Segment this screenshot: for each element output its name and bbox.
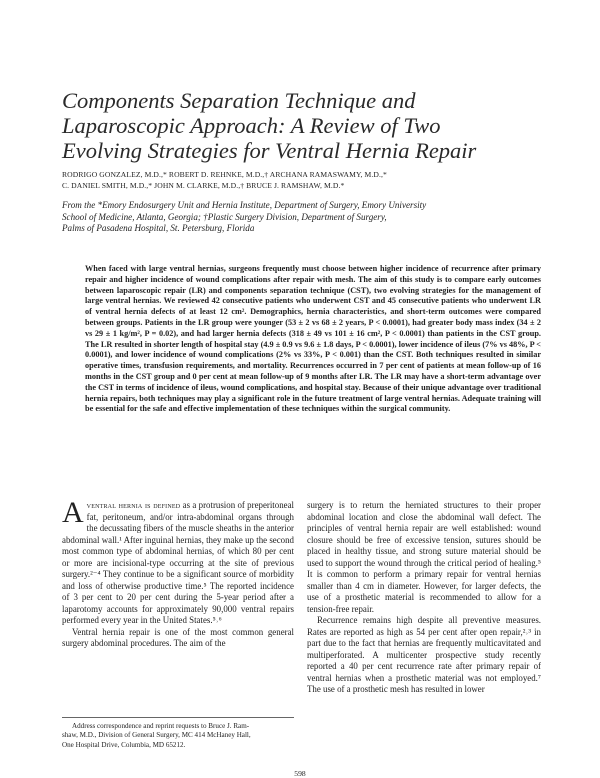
drop-cap: A — [62, 496, 84, 529]
title-line: Evolving Strategies for Ventral Hernia Repair — [62, 138, 477, 163]
left-column — [62, 496, 294, 650]
footnote-line: shaw, M.D., Division of General Surgery, MC 414 McHaney Hall, — [62, 731, 251, 740]
page-number: 598 — [294, 769, 306, 778]
intro-paragraph — [62, 496, 294, 627]
author-line: RODRIGO GONZALEZ, M.D.,* ROBERT D. REHNKE, M.D.,† ARCHANA RAMASWAMY, M.D.,* — [62, 170, 387, 179]
author-line: C. DANIEL SMITH, M.D.,* JOHN M. CLARKE, M.D.,† BRUCE J. RAMSHAW, M.D.* — [62, 181, 345, 190]
correspondence-footnote — [62, 717, 294, 750]
affiliation-line: Palms of Pasadena Hospital, St. Petersburg, Florida — [62, 223, 255, 233]
footnote-line: One Hospital Drive, Columbia, MD 65212. — [62, 740, 186, 749]
body-paragraph: surgery is to return the herniated structures to their proper abdominal location and close the abdominal wall defect. The principles of ventral hernia repair are well established: wound closure should be free of excessive tension, sutures should be placed in healthy tissue, and strong suture material should be used to support the wound through the critical period of healing.⁵ It is common to perform a primary repair for ventral hernias smaller than 4 cm in diameter. However, for larger defects, the use of a prosthetic material is recommended to allow for a tension-free repair. — [307, 500, 541, 614]
lead-in: ventral hernia is defined — [86, 500, 181, 510]
article-title — [62, 88, 542, 163]
affiliation-line: School of Medicine, Atlanta, Georgia; †Plastic Surgery Division, Department of Surgery, — [62, 211, 387, 222]
right-column — [307, 500, 541, 696]
title-line: Components Separation Technique and — [62, 88, 416, 113]
affiliations — [62, 200, 552, 235]
author-list — [62, 169, 387, 191]
title-line: Laparoscopic Approach: A Review of Two — [62, 113, 441, 138]
affiliation-line: From the *Emory Endosurgery Unit and Hernia Institute, Department of Surgery, Emory University — [62, 200, 427, 210]
intro-text: as a protrusion of preperitoneal fat, peritoneum, and/or intra-abdominal organs through the decussating fibers of the muscle sheaths in the anterior abdominal wall.¹ After inguinal hernias, they make up the second most common type of abdominal hernias, of which 80 per cent or more are incisional-type occurring at the site of previous surgery.²⁻⁴ They continue to be a significant source of morbidity and loss of otherwise productive time.⁵ The reported incidence of 3 per cent to 20 per cent during the 5-year period after a laparotomy accounts for approximately 90,000 ventral repairs performed every year in the United States.⁵˒⁶ — [62, 500, 294, 625]
abstract: When faced with large ventral hernias, surgeons frequently must choose between higher incidence of recurrence after primary repair and higher incidence of wound complications after repair with mesh. The aim of this study is to compare early outcomes between laparoscopic repair (LR) and components separation technique (CST), two evolving strategies for the management of large ventral hernias. We reviewed 42 consecutive patients who underwent CST and 45 consecutive patients who underwent LR of ventral hernia defects of at least 12 cm². Demographics, hernia characteristics, and short-term outcomes were compared between groups. Patients in the LR group were younger (53 ± 2 vs 68 ± 2 years, P < 0.0001), had greater body mass index (34 ± 2 vs 29 ± 1 kg/m², P = 0.02), and had larger hernia defects (318 ± 49 vs 101 ± 16 cm², P < 0.0001) than patients in the CST group. The LR resulted in shorter length of hospital stay (4.9 ± 0.9 vs 9.6 ± 1.8 days, P < 0.0001), lower incidence of ileus (7% vs 48%, P < 0.0001), and lower incidence of wound complications (2% vs 33%, P < 0.001) than the CST. Both techniques resulted in similar operative times, transfusion requirements, and mortality. Recurrences occurred in 7 per cent of patients at mean follow-up of 16 months in the CST group and 0 per cent at mean follow-up of 9 months after LR. The LR may have a short-term advantage over the CST in terms of incidence of ileus, wound complications, and hospital stay. Because of their unique advantage over traditional hernia repairs, both techniques may play a significant role in the future treatment of large ventral hernias. Adequate training will be essential for the safe and effective implementation of these techniques within the surgical community. — [85, 264, 541, 414]
body-paragraph: Ventral hernia repair is one of the most common general surgery abdominal procedures. The aim of the — [62, 626, 294, 648]
footnote-line: Address correspondence and reprint requests to Bruce J. Ram- — [72, 722, 250, 730]
body-paragraph: Recurrence remains high despite all preventive measures. Rates are reported as high as 54 per cent after open repair,²˒³ in part due to the fact that hernias are frequently multicavitated and multiperforated. A multicenter prospective study recently reported a 40 per cent recurrence rate after primary repair of ventral hernias when a prosthetic material was not employed.⁷ The use of a prosthetic mesh has resulted in lower — [307, 615, 541, 694]
